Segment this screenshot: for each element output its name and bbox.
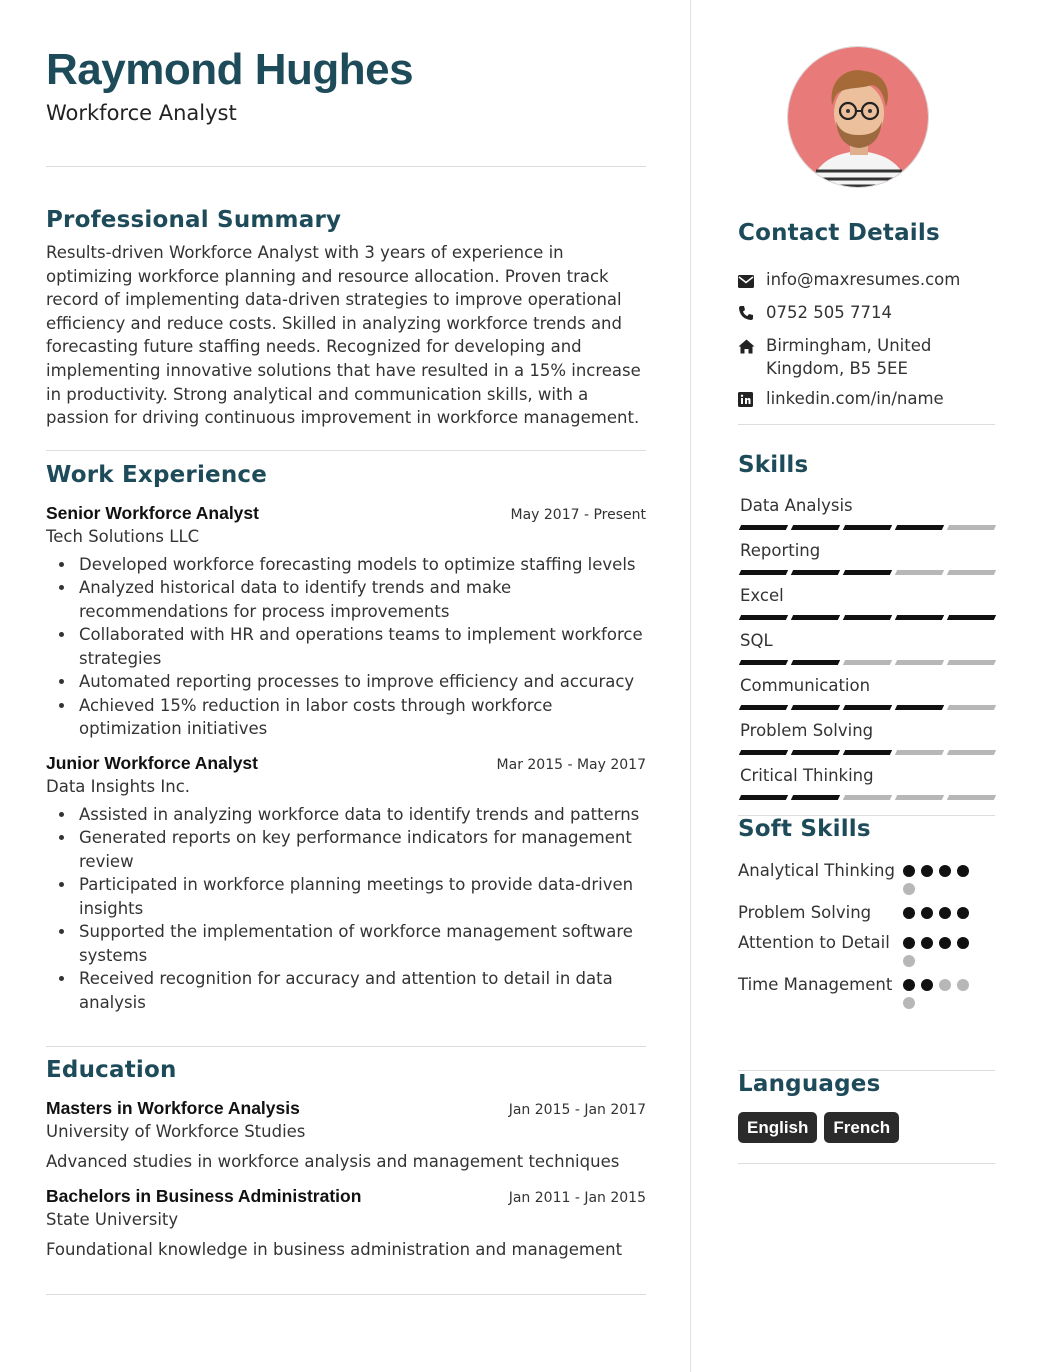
skill-level-segment	[791, 705, 840, 710]
language-badge: English	[738, 1112, 817, 1143]
skill-level-segment	[791, 525, 840, 530]
skill-level-segment	[739, 570, 788, 575]
skill-level-segment	[739, 750, 788, 755]
skill-level-segment	[739, 795, 788, 800]
skill-level-segment	[843, 570, 892, 575]
skill-level-segment	[895, 750, 944, 755]
soft-skill-row	[738, 973, 983, 1009]
skill-level-segment	[843, 795, 892, 800]
skill-level-bar	[740, 615, 997, 620]
skill-item	[740, 540, 997, 575]
contact-linkedin-text[interactable]: linkedin.com/in/name	[766, 389, 944, 408]
education-date: Jan 2015 - Jan 2017	[508, 1102, 646, 1119]
contact-linkedin	[738, 387, 995, 413]
skill-level-segment	[895, 525, 944, 530]
skill-label: Communication	[740, 676, 871, 695]
home-icon	[738, 334, 766, 360]
job-bullets	[46, 553, 646, 741]
job-bullet: Participated in workforce planning meetings to provide data-driven insights	[46, 873, 646, 920]
skill-item	[740, 495, 997, 530]
skill-level-segment	[791, 795, 840, 800]
contact-list	[738, 268, 995, 413]
job-bullet: Assisted in analyzing workforce data to identify trends and patterns	[46, 803, 646, 827]
contact-email	[738, 268, 995, 294]
job-bullet: Received recognition for accuracy and attention to detail in data analysis	[46, 967, 646, 1014]
skill-level-segment	[791, 750, 840, 755]
skill-level-segment	[791, 615, 840, 620]
skill-level-segment	[843, 705, 892, 710]
soft-skill-label: Time Management	[738, 974, 893, 994]
soft-skill-dots	[903, 931, 983, 967]
skill-label: Problem Solving	[740, 721, 874, 740]
skill-level-segment	[947, 705, 996, 710]
skill-level-segment	[895, 795, 944, 800]
skill-level-segment	[739, 525, 788, 530]
skill-level-segment	[947, 750, 996, 755]
soft-skill-dot	[921, 979, 933, 991]
skill-level-segment	[947, 570, 996, 575]
contact-phone	[738, 301, 995, 327]
skill-item	[740, 675, 997, 710]
education-description: Advanced studies in workforce analysis and management techniques	[46, 1152, 620, 1172]
education-entry	[46, 1098, 646, 1174]
job-date: May 2017 - Present	[510, 506, 646, 523]
languages-list	[738, 1112, 899, 1143]
skill-level-segment	[739, 705, 788, 710]
soft-skill-label: Analytical Thinking	[738, 861, 895, 880]
job-bullet: Automated reporting processes to improve efficiency and accuracy	[46, 670, 646, 694]
job-bullet: Generated reports on key performance indicators for management review	[46, 826, 646, 873]
soft-skill-label: Problem Solving	[738, 903, 872, 922]
linkedin-icon	[738, 387, 766, 413]
soft-skill-dots	[903, 973, 983, 1009]
soft-skill-dot	[921, 907, 933, 919]
soft-skill-dot	[903, 907, 915, 919]
summary-divider	[46, 450, 646, 451]
skill-level-segment	[843, 615, 892, 620]
job-bullet: Analyzed historical data to identify trends and make recommendations for process improvements	[46, 576, 646, 623]
column-divider	[690, 0, 691, 1372]
contact-heading: Contact Details	[738, 220, 940, 246]
candidate-name: Raymond Hughes	[46, 45, 414, 94]
soft-skill-dot	[957, 937, 969, 949]
skill-level-segment	[947, 615, 996, 620]
phone-icon	[738, 301, 766, 327]
summary-text: Results-driven Workforce Analyst with 3 years of experience in optimizing workforce planning and resource allocation. Proven track record of implementing data-driven strategies to improve operational efficiency and reduce costs. Skilled in analyzing workforce trends and forecasting future staffing needs. Recognized for developing and implementing innovative solutions that have resulted in a 15% increase in productivity. Strong analytical and communication skills, with a passion for driving continuous improvement in workforce management.	[46, 243, 641, 428]
skill-label: Excel	[740, 586, 784, 605]
soft-skill-dot	[921, 865, 933, 877]
skill-level-segment	[947, 525, 996, 530]
soft-skill-dot	[903, 997, 915, 1009]
skill-level-segment	[895, 660, 944, 665]
soft-skill-dot	[957, 979, 969, 991]
soft-skills-list	[738, 859, 983, 1009]
education-entry	[46, 1186, 646, 1262]
soft-skill-row	[738, 859, 983, 895]
skill-level-segment	[895, 705, 944, 710]
job-date: Mar 2015 - May 2017	[496, 756, 646, 773]
soft-skill-row	[738, 901, 983, 925]
skill-label: Data Analysis	[740, 496, 853, 515]
contact-phone-text[interactable]: 0752 505 7714	[766, 303, 892, 322]
contact-address-text: Birmingham, United Kingdom, B5 5EE	[766, 336, 932, 378]
profile-photo	[787, 46, 929, 188]
education-date: Jan 2011 - Jan 2015	[508, 1189, 646, 1206]
job-bullet: Supported the implementation of workforce management software systems	[46, 920, 646, 967]
soft-skill-dot	[957, 865, 969, 877]
soft-skill-dot	[903, 979, 915, 991]
skill-label: Reporting	[740, 541, 821, 560]
soft-skill-dot	[939, 937, 951, 949]
languages-divider	[738, 1163, 995, 1164]
skills-list	[740, 495, 997, 800]
soft-skill-dot	[903, 955, 915, 967]
soft-skill-dot	[903, 865, 915, 877]
soft-skill-dot	[957, 907, 969, 919]
soft-skill-dots	[903, 901, 983, 925]
skill-item	[740, 720, 997, 755]
job-title: Junior Workforce Analyst	[46, 752, 258, 773]
skill-level-bar	[740, 705, 997, 710]
school-name: University of Workforce Studies	[46, 1122, 306, 1142]
education-divider	[46, 1294, 646, 1295]
skills-heading: Skills	[738, 452, 809, 478]
skill-level-segment	[791, 570, 840, 575]
skill-level-segment	[739, 615, 788, 620]
skill-level-segment	[947, 795, 996, 800]
job-entry	[46, 503, 646, 741]
skill-level-segment	[895, 615, 944, 620]
skill-level-bar	[740, 570, 997, 575]
job-title: Senior Workforce Analyst	[46, 502, 259, 523]
job-entry	[46, 753, 646, 1015]
job-bullets	[46, 803, 646, 1015]
job-bullet: Developed workforce forecasting models to optimize staffing levels	[46, 553, 646, 577]
languages-heading: Languages	[738, 1071, 881, 1097]
soft-skill-dot	[939, 979, 951, 991]
soft-skill-row	[738, 931, 983, 967]
language-badge: French	[824, 1112, 899, 1143]
skill-item	[740, 765, 997, 800]
skill-item	[740, 630, 997, 665]
job-bullet: Achieved 15% reduction in labor costs through workforce optimization initiatives	[46, 694, 646, 741]
skill-level-bar	[740, 750, 997, 755]
experience-divider	[46, 1046, 646, 1047]
skill-level-segment	[895, 570, 944, 575]
summary-heading: Professional Summary	[46, 207, 342, 233]
contact-email-text[interactable]: info@maxresumes.com	[766, 270, 961, 289]
soft-skill-dot	[939, 865, 951, 877]
avatar-illustration	[788, 47, 929, 188]
soft-skill-dot	[921, 937, 933, 949]
skill-label: Critical Thinking	[740, 766, 874, 785]
degree-title: Masters in Workforce Analysis	[46, 1098, 300, 1119]
soft-skill-dot	[903, 883, 915, 895]
job-company: Tech Solutions LLC	[46, 526, 200, 546]
skill-item	[740, 585, 997, 620]
skill-level-segment	[843, 750, 892, 755]
contact-address	[738, 334, 995, 380]
skill-level-bar	[740, 660, 997, 665]
candidate-title: Workforce Analyst	[46, 101, 237, 125]
experience-heading: Work Experience	[46, 461, 268, 488]
education-heading: Education	[46, 1057, 177, 1084]
main-column	[46, 44, 646, 1295]
school-name: State University	[46, 1209, 179, 1229]
contact-divider	[738, 424, 995, 425]
soft-skills-heading: Soft Skills	[738, 816, 871, 842]
job-company: Data Insights Inc.	[46, 776, 191, 796]
skill-label: SQL	[740, 631, 773, 650]
job-bullet: Collaborated with HR and operations teams to implement workforce strategies	[46, 623, 646, 670]
envelope-icon	[738, 268, 766, 294]
skill-level-segment	[843, 525, 892, 530]
skill-level-segment	[739, 660, 788, 665]
skill-level-bar	[740, 795, 997, 800]
skill-level-segment	[843, 660, 892, 665]
skill-level-bar	[740, 525, 997, 530]
soft-skill-dot	[903, 937, 915, 949]
soft-skill-label: Attention to Detail	[738, 932, 890, 952]
soft-skill-dot	[939, 907, 951, 919]
education-description: Foundational knowledge in business administration and management	[46, 1239, 623, 1259]
soft-skill-dots	[903, 859, 983, 895]
skill-level-segment	[947, 660, 996, 665]
skill-level-segment	[791, 660, 840, 665]
header-divider	[46, 166, 646, 167]
degree-title: Bachelors in Business Administration	[46, 1185, 362, 1206]
